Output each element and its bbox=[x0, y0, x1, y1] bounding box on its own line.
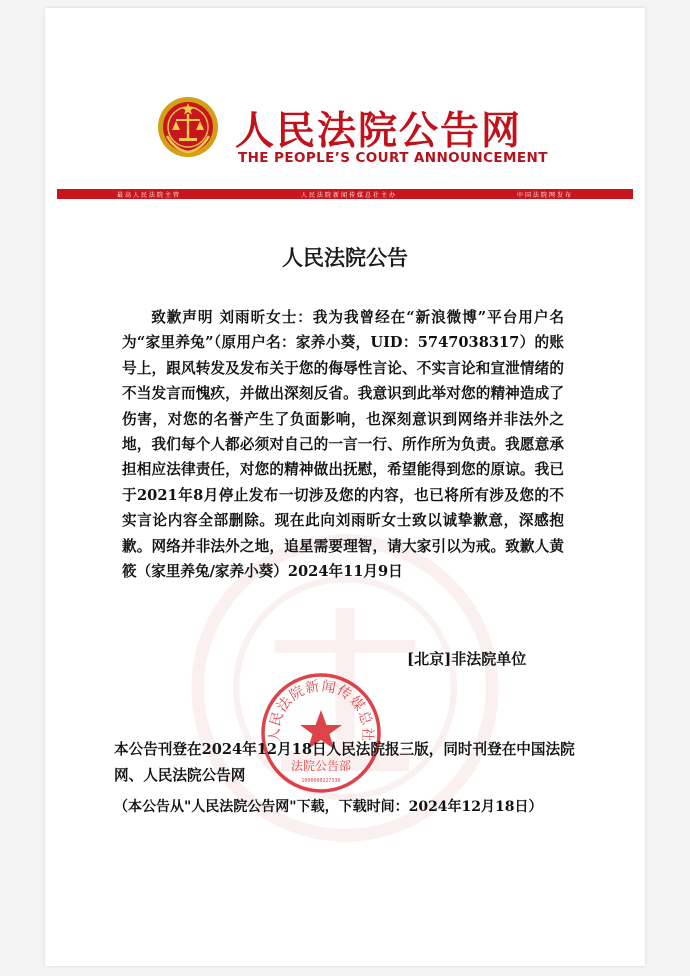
notice-title: 人民法院公告 bbox=[282, 246, 408, 270]
masthead-subtitle: THE PEOPLE’S COURT ANNOUNCEMENT bbox=[238, 150, 548, 166]
bar-item-organizer: 人民法院新闻传媒总社主办 bbox=[300, 191, 397, 199]
bar-item-supervisor: 最高人民法院主管 bbox=[116, 191, 181, 199]
svg-text:法院公告部: 法院公告部 bbox=[290, 759, 352, 773]
court-emblem-icon bbox=[157, 96, 219, 158]
notice-body: 致歉声明 刘雨昕女士：我为我曾经在“新浪微博”平台用户名为“家里养兔”（原用户名：家养小葵，UID：5747038317）的账号上，跟风转发及发布关于您的侮辱性言论、不实言论和宣泄情绪的不当发言而愧疚，并做出深刻反省。我意识到此举对您的精神造成了伤害，对您的名誉产生了负面影响，也深刻意识到网络并非法外之地，我们每个人都必须对自己的一言一行、所作所为负责。我愿意承担相应法律责任，对您的精神做出抚慰，希望能得到您的原谅。我已于2021年8月停止发布一切涉及您的内容，也已将所有涉及您的不实言论内容全部删除。现在此向刘雨昕女士致以诚挚歉意，深感抱歉。网络并非法外之地，追星需要理智，请大家引以为戒。致歉人黄筱（家里养兔/家养小葵）2024年11月9日 bbox=[122, 309, 564, 581]
svg-text:1000000227330: 1000000227330 bbox=[301, 778, 341, 784]
download-note: （本公告从"人民法院公告网"下载，下载时间：2024年12月18日） bbox=[114, 799, 543, 815]
notice-issuer: [北京]非法院单位 bbox=[407, 650, 527, 668]
masthead-title: 人民法院公告网 bbox=[235, 109, 523, 154]
publication-note: 本公告刊登在2024年12月18日人民法院报三版，同时刊登在中国法院网、人民法院公告网 bbox=[114, 741, 575, 784]
bar-item-publisher: 中国法院网发布 bbox=[516, 191, 573, 199]
document-page bbox=[45, 8, 645, 966]
masthead-red-bar bbox=[57, 189, 633, 199]
svg-text:人民法院新闻传媒总社: 人民法院新闻传媒总社 bbox=[266, 678, 376, 743]
